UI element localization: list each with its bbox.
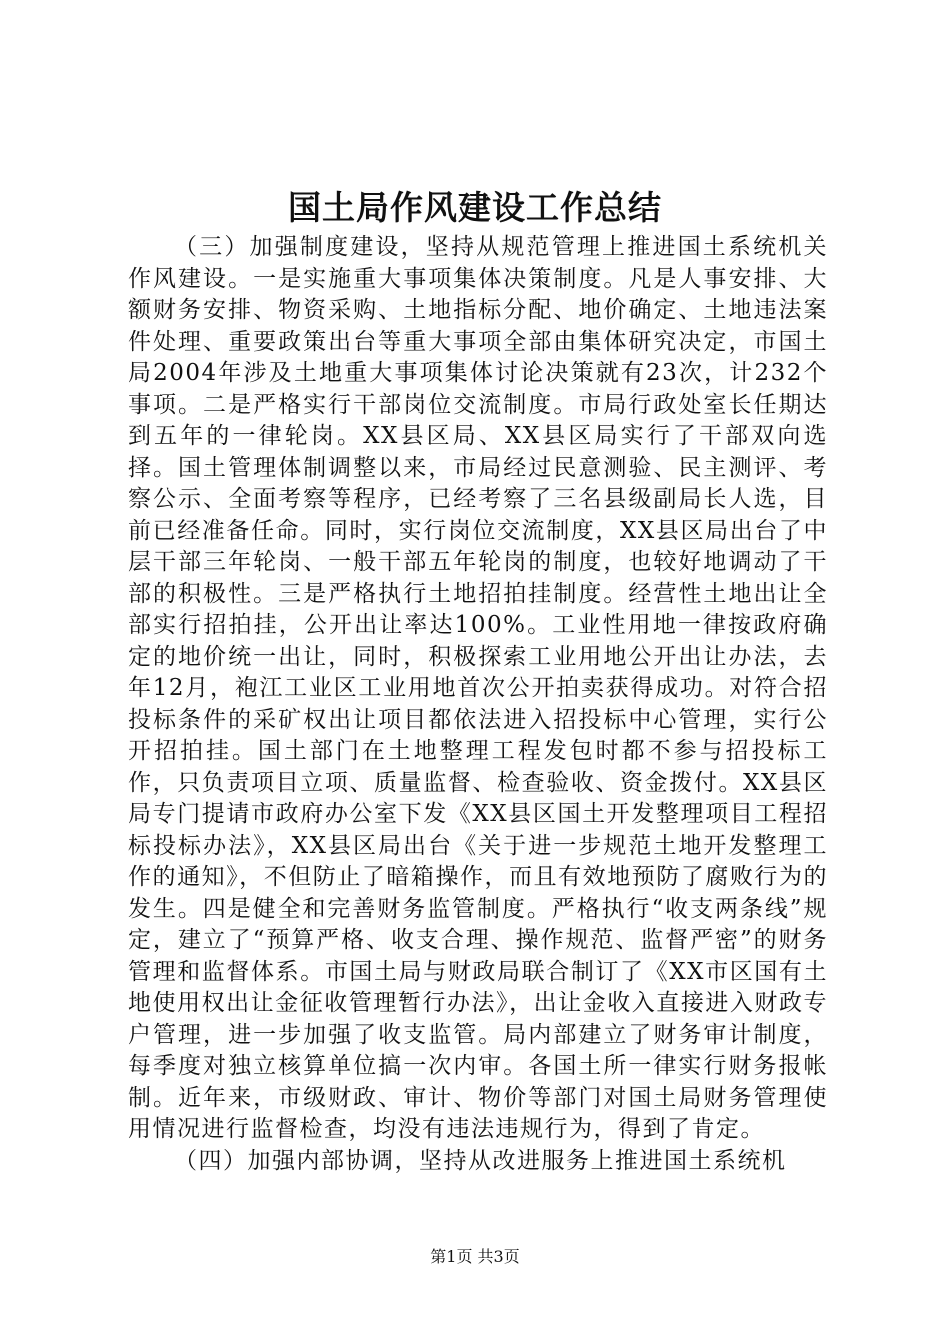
paragraph-section-4: （四）加强内部协调，坚持从改进服务上推进国土系统机 [174,1147,787,1174]
document-title: 国土局作风建设工作总结 [288,188,662,227]
paragraph-section-3: （三）加强制度建设，坚持从规范管理上推进国土系统机关作风建设。一是实施重大事项集体决策制度。凡是人事安排、大额财务安排、物资采购、土地指标分配、地价确定、土地违法案件处理、重要政策出台等重大事项全部由集体研究决定，市国土局2004年涉及土地重大事项集体讨论决策就有23次，计232个事项。二是严格实行干部岗位交流制度。市局行政处室长任期达到五年的一律轮岗。XX县区局、XX县区局实行了干部双向选择。国土管理体制调整以来，市局经过民意测验、民主测评、考察公示、全面考察等程序，已经考察了三名县级副局长人选，目前已经准备任命。同时，实行岗位交流制度，XX县区局出台了中层干部三年轮岗、一般干部五年轮岗的制度，也较好地调动了干部的积极性。三是严格执行土地招拍挂制度。经营性土地出让全部实行招拍挂，公开出让率达100%。工业性用地一律按政府确定的地价统一出让，同时，积极探索工业用地公开出让办法，去年12月，袍江工业区工业用地首次公开拍卖获得成功。对符合招投标条件的采矿权出让项目都依法进入招投标中心管理，实行公开招拍挂。国土部门在土地整理工程发包时都不参与招投标工作，只负责项目立项、质量监督、检查验收、资金拨付。XX县区局专门提请市政府办公室下发《XX县区国土开发整理项目工程招标投标办法》，XX县区局出台《关于进一步规范土地开发整理工作的通知》，不但防止了暗箱操作，而且有效地预防了腐败行为的发生。四是健全和完善财务监管制度。严格执行“收支两条线”规定，建立了“预算严格、收支合理、操作规范、监督严密”的财务管理和监督体系。市国土局与财政局联合制订了《XX市区国有土地使用权出让金征收管理暂行办法》，出让金收入直接进入财政专户管理，进一步加强了收支监管。局内部建立了财务审计制度，每季度对独立核算单位搞一次内审。各国土所一律实行财务报帐制。近年来，市级财政、审计、物价等部门对国土局财务管理使用情况进行监督检查，均没有违法违规行为，得到了肯定。 [128,234,828,1142]
document-body [128,232,828,1177]
page-number-footer: 第1页 共3页 [430,1247,520,1266]
